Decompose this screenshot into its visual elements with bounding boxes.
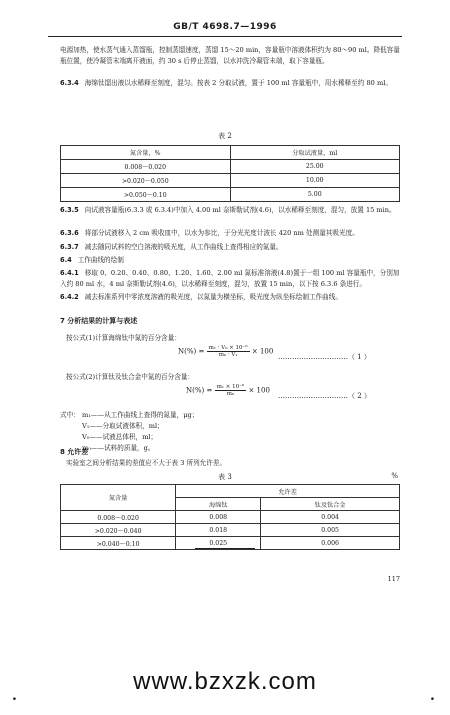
formula-fraction <box>207 345 250 358</box>
page-number: 117 <box>387 575 400 583</box>
table-cell: 0.025 <box>176 537 261 550</box>
formula-fraction <box>215 384 247 397</box>
section-8-heading: 8 允许差 <box>60 448 89 456</box>
paragraph-allowable-difference: 实验室之间分析结果的差值应不大于表 3 所列允许差。 <box>66 459 227 467</box>
formula-rhs: × 100 <box>248 386 270 395</box>
table-cell: 0.006 <box>261 537 400 550</box>
formula-numerator: m₁ · V₀ × 10⁻⁶ <box>208 345 248 351</box>
formula-rhs: × 100 <box>251 347 274 356</box>
standard-header: GB/T 4698.7—1996 <box>173 22 277 32</box>
table-header-cell: 钛及钛合金 <box>261 498 400 511</box>
clause-text: 减去随同试料的空白溶液的吸光度，从工作曲线上查得相应的氮量。 <box>84 243 283 251</box>
clause-number: 6.4.1 <box>60 269 79 277</box>
clause-number: 6.3.4 <box>60 79 79 87</box>
equation-number-2: …………………………（ 2 ） <box>278 392 371 400</box>
table-cell: 0.008～0.020 <box>61 160 231 174</box>
table-2 <box>60 145 400 202</box>
formula-denominator: m₀ · V₁ <box>218 352 238 358</box>
paragraph-6-3-7 <box>60 242 405 253</box>
variable-definition: V₁——分取试液体积，ml； <box>82 422 164 430</box>
section-7-heading: 7 分析结果的计算与表述 <box>60 317 138 325</box>
clause-number: 6.3.6 <box>60 229 79 237</box>
paragraph-6-4-1 <box>60 268 405 290</box>
clause-number: 6.4 <box>60 256 72 264</box>
corner-dot: . <box>12 688 17 704</box>
table-cell: >0.020～0.040 <box>61 524 176 537</box>
paragraph-6-4 <box>60 255 405 266</box>
end-rule <box>195 548 255 549</box>
variable-definition: m₁——从工作曲线上查得的氮量，μg； <box>82 411 199 419</box>
paragraph-formula1-intro: 按公式(1)计算海绵钛中氮的百分含量： <box>66 334 181 342</box>
paragraph-6-3-6 <box>60 228 405 239</box>
table-cell: 0.005 <box>261 524 400 537</box>
table-cell: 5.00 <box>230 188 400 202</box>
variable-definition: m₀——试料的质量，g。 <box>82 444 155 452</box>
equation-number-1: …………………………（ 1 ） <box>278 353 371 361</box>
header-rule <box>48 36 402 37</box>
table-header-cell: 分取试液量，ml <box>230 146 400 160</box>
table-header-row <box>61 485 400 498</box>
table-row <box>61 524 400 537</box>
table-cell: 10.00 <box>230 174 400 188</box>
paragraph-distillation: 电源加热，使水蒸气通入蒸馏瓶，控制蒸馏速度，蒸馏 15～20 min，容量瓶中溶液体积约为 80～90 ml。降低容量瓶位置，使冷凝管末端离开液面，约 30 s 后停止蒸馏，以水冲洗冷凝管末端，取下容量瓶。 <box>60 46 400 65</box>
formula-2 <box>186 384 270 397</box>
variable-definition: V₀——试液总体积，ml； <box>82 433 158 441</box>
table-cell: >0.020～0.050 <box>61 174 231 188</box>
table-header-row <box>61 146 400 160</box>
clause-number: 6.3.7 <box>60 243 79 251</box>
paragraph-formula2-intro: 按公式(2)计算钛及钛合金中氮的百分含量： <box>66 373 195 381</box>
table-2-caption: 表 2 <box>218 132 232 140</box>
table-cell: 25.00 <box>230 160 400 174</box>
clause-text: 将部分试液移入 2 cm 吸收皿中，以水为参比，于分光光度计波长 420 nm 处测量其吸光度。 <box>84 229 359 237</box>
table-row <box>61 174 400 188</box>
table-header-cell: 氮含量 <box>61 485 176 511</box>
table-cell: 0.008～0.020 <box>61 511 176 524</box>
table-cell: 0.018 <box>176 524 261 537</box>
formula-lhs: N(%) = <box>186 386 213 395</box>
formula-lhs: N(%) = <box>178 347 205 356</box>
table-cell: 0.008 <box>176 511 261 524</box>
table-cell: >0.050～0.10 <box>61 188 231 202</box>
clause-number: 6.4.2 <box>60 293 79 301</box>
table-3-unit: % <box>391 472 398 480</box>
formula-1 <box>178 345 273 358</box>
table-3-caption: 表 3 <box>218 473 232 481</box>
clause-number: 6.3.5 <box>60 206 79 214</box>
table-cell: 0.004 <box>261 511 400 524</box>
table-header-cell: 允许差 <box>176 485 400 498</box>
corner-dot: . <box>430 688 435 704</box>
table-3 <box>60 484 400 550</box>
clause-text: 向试液容量瓶(6.3.3 或 6.3.4)中加入 4.00 ml 奈斯勒试剂(4.6)，以水稀释至刻度，混匀，放置 15 min。 <box>84 206 396 214</box>
table-row <box>61 188 400 202</box>
site-watermark: www.bzxzk.com <box>133 668 317 695</box>
clause-text: 移取 0、0.20、0.40、0.80、1.20、1.60、2.00 ml 氮标准溶液(4.8)置于一组 100 ml 容量瓶中，分别加入约 80 ml 水，4 ml 奈斯勒试剂(4.6)，以水稀释至刻度，混匀，放置 15 min，以下按 6.3.6 条进行。 <box>60 269 400 288</box>
formula-denominator: m₀ <box>226 391 235 397</box>
table-row <box>61 511 400 524</box>
formula-numerator: m₁ × 10⁻⁶ <box>216 384 245 390</box>
paragraph-6-4-2 <box>60 292 405 303</box>
table-header-cell: 氮含量，% <box>61 146 231 160</box>
table-row <box>61 160 400 174</box>
paragraph-6-3-5 <box>60 205 405 216</box>
table-cell: >0.040～0.10 <box>61 537 176 550</box>
paragraph-6-3-4 <box>60 78 405 89</box>
clause-text: 工作曲线的绘制 <box>77 256 124 264</box>
table-header-cell: 海绵钛 <box>176 498 261 511</box>
where-label: 式中： <box>60 411 80 419</box>
clause-text: 减去标准系列中零浓度溶液的吸光度，以氮量为横坐标，吸光度为纵坐标绘制工作曲线。 <box>84 293 342 301</box>
clause-text: 海绵钛馏出液以水稀释至刻度，混匀。按表 2 分取试液，置于 100 ml 容量瓶中，用水稀释至约 80 ml。 <box>84 79 392 87</box>
